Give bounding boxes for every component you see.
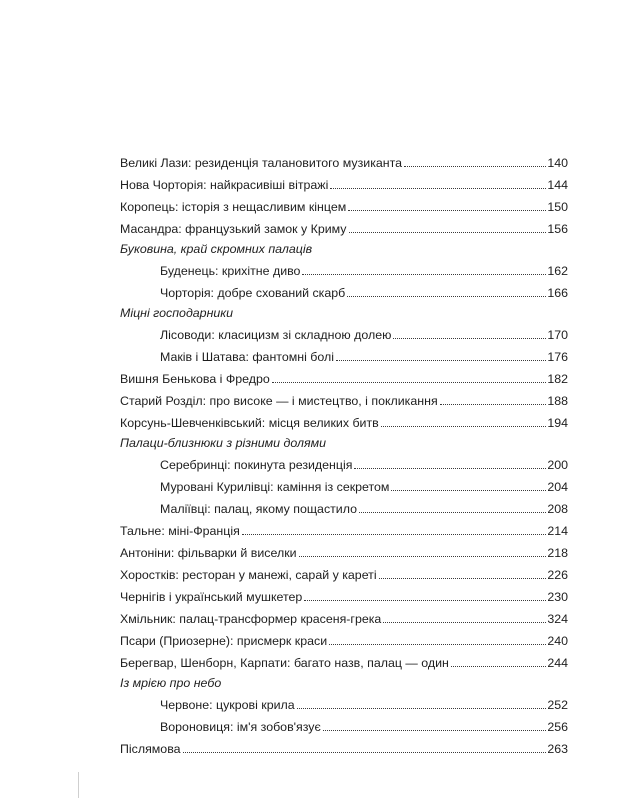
toc-entry-title: Вороновиця: ім'я зобов'язує — [160, 720, 321, 734]
dot-leader — [330, 188, 546, 189]
toc-entry — [160, 280, 568, 300]
toc-entry — [160, 714, 568, 734]
toc-page-number: 324 — [547, 612, 568, 626]
dot-leader — [329, 644, 546, 645]
dot-leader — [302, 274, 546, 275]
dot-leader — [393, 338, 546, 339]
toc-section-heading — [120, 430, 568, 450]
toc-entry — [160, 258, 568, 278]
toc-page-number: 194 — [547, 416, 568, 430]
toc-entry-title: Серебринці: покинута резиденція — [160, 458, 353, 472]
toc-entry — [120, 606, 568, 626]
dot-leader — [348, 210, 546, 211]
toc-page-number: 204 — [547, 480, 568, 494]
toc-entry-title: Червоне: цукрові крила — [160, 698, 295, 712]
toc-entry-title: Міцні господарники — [120, 306, 234, 320]
dot-leader — [379, 578, 547, 579]
toc-entry-title: Масандра: французький замок у Криму — [120, 222, 347, 236]
toc-entry-title: Із мрією про небо — [120, 676, 222, 690]
toc-entry — [160, 322, 568, 342]
dot-leader — [297, 708, 547, 709]
toc-entry — [120, 150, 568, 170]
toc-entry-title: Берегвар, Шенборн, Карпати: багато назв, палац — один — [120, 656, 449, 670]
toc-page-number: 263 — [547, 742, 568, 756]
toc-page-number: 256 — [547, 720, 568, 734]
toc-page-number: 252 — [547, 698, 568, 712]
toc-entry-title: Маліївці: палац, якому пощастило — [160, 502, 357, 516]
toc-entry — [120, 584, 568, 604]
toc-page-number: 208 — [547, 502, 568, 516]
dot-leader — [242, 534, 547, 535]
toc-entry-title: Псари (Приозерне): присмерк краси — [120, 634, 328, 648]
toc-entry-title: Палаци-близнюки з різними долями — [120, 436, 326, 450]
toc-page-number: 218 — [547, 546, 568, 560]
dot-leader — [404, 166, 546, 167]
toc-entry — [160, 344, 568, 364]
toc-entry-title: Чернігів і український мушкетер — [120, 590, 303, 604]
toc-entry-title: Великі Лази: резиденція талановитого музиканта — [120, 156, 403, 170]
toc-page-number: 214 — [547, 524, 568, 538]
toc-section-heading — [120, 300, 568, 320]
toc-entry — [160, 496, 568, 516]
toc-entry-title: Старий Розділ: про високе — і мистецтво, і покликання — [120, 394, 438, 408]
toc-page-number: 188 — [547, 394, 568, 408]
toc-entry — [120, 650, 568, 670]
toc-entry — [120, 366, 568, 386]
toc-entry-title: Хоростків: ресторан у манежі, сарай у кареті — [120, 568, 377, 582]
toc-page-number: 156 — [547, 222, 568, 236]
toc-entry — [120, 216, 568, 236]
dot-leader — [354, 468, 546, 469]
toc-page-number: 240 — [547, 634, 568, 648]
toc-entry — [160, 474, 568, 494]
dot-leader — [383, 622, 546, 623]
toc-entry-title: Антоніни: фільварки й виселки — [120, 546, 297, 560]
toc-entry — [120, 388, 568, 408]
toc-page-number: 230 — [547, 590, 568, 604]
toc-section-heading — [120, 236, 568, 256]
toc-entry-title: Чорторія: добре схований скарб — [160, 286, 346, 300]
dot-leader — [359, 512, 546, 513]
toc-entry-title: Корсунь-Шевченківський: місця великих битв — [120, 416, 379, 430]
toc-page-number: 182 — [547, 372, 568, 386]
toc-entry-title: Буденець: крихітне диво — [160, 264, 301, 278]
dot-leader — [349, 232, 547, 233]
toc-section-heading — [120, 670, 568, 690]
dot-leader — [183, 752, 547, 753]
dot-leader — [299, 556, 547, 557]
dot-leader — [323, 730, 547, 731]
toc-entry — [160, 692, 568, 712]
dot-leader — [347, 296, 546, 297]
toc-page-number: 170 — [547, 328, 568, 342]
toc-entry-title: Буковина, край скромних палаців — [120, 242, 313, 256]
toc-entry — [120, 562, 568, 582]
dot-leader — [451, 666, 546, 667]
dot-leader — [440, 404, 547, 405]
toc-entry-title: Маків і Шатава: фантомні болі — [160, 350, 334, 364]
toc-entry-title: Нова Чорторія: найкрасивіші вітражі — [120, 178, 329, 192]
toc-page-number: 144 — [547, 178, 568, 192]
toc-page-number: 244 — [547, 656, 568, 670]
dot-leader — [272, 382, 547, 383]
toc-entry — [120, 736, 568, 756]
toc-page-number: 226 — [547, 568, 568, 582]
toc-entry-title: Лісоводи: класицизм зі складною долею — [160, 328, 392, 342]
toc-page-number: 162 — [547, 264, 568, 278]
dot-leader — [381, 426, 547, 427]
toc-entry — [120, 540, 568, 560]
toc-entry-title: Коропець: історія з нещасливим кінцем — [120, 200, 347, 214]
toc-page-number: 140 — [547, 156, 568, 170]
dot-leader — [391, 490, 546, 491]
toc-entry-title: Післямова — [120, 742, 181, 756]
dot-leader — [336, 360, 546, 361]
dot-leader — [304, 600, 546, 601]
page-edge-mark — [78, 772, 79, 798]
toc-entry — [120, 172, 568, 192]
toc-entry — [120, 410, 568, 430]
toc-page-number: 150 — [547, 200, 568, 214]
toc-entry-title: Тальне: міні-Франція — [120, 524, 240, 538]
toc-page-number: 200 — [547, 458, 568, 472]
toc-entry-title: Муровані Курилівці: каміння із секретом — [160, 480, 390, 494]
toc-page-number: 166 — [547, 286, 568, 300]
toc-entry-title: Вишня Бенькова і Фредро — [120, 372, 270, 386]
toc-entry — [160, 452, 568, 472]
toc-entry — [120, 194, 568, 214]
toc-entry-title: Хмільник: палац-трансформер красеня-грека — [120, 612, 382, 626]
toc-entry — [120, 518, 568, 538]
toc-entry — [120, 628, 568, 648]
toc-page-number: 176 — [547, 350, 568, 364]
